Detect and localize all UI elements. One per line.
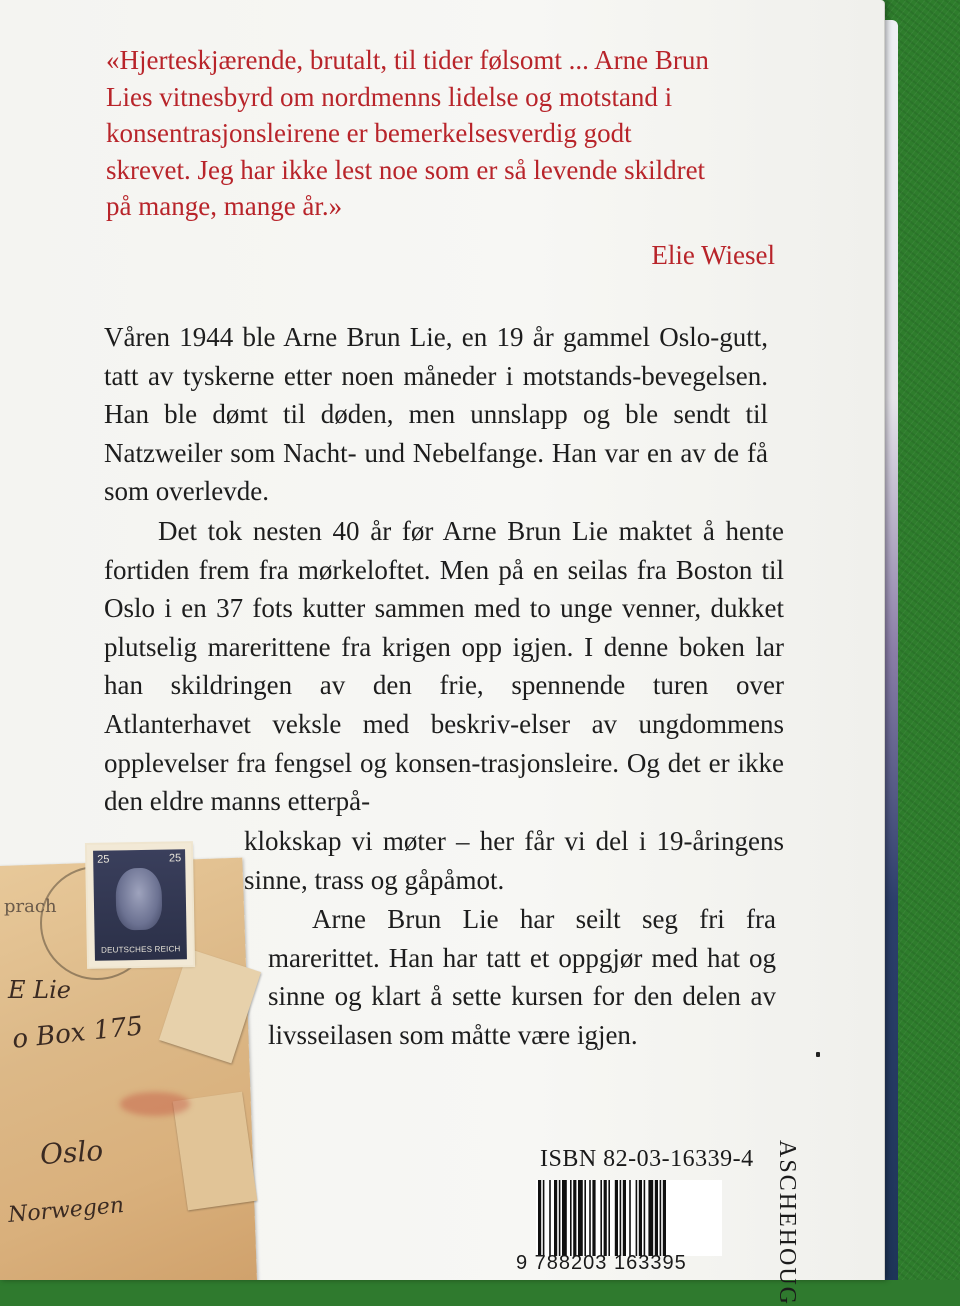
blurb-paragraph-2-continued <box>244 822 784 899</box>
red-stain <box>120 1092 190 1116</box>
quote-line: Lies vitnesbyrd om nordmenns lidelse og motstand i <box>106 81 673 112</box>
blurb-paragraph-2 <box>104 512 784 821</box>
publisher-name: ASCHEHOUG <box>774 1140 800 1306</box>
handwriting-name: E Lie <box>8 976 71 1004</box>
blurb-paragraph-1 <box>104 318 768 511</box>
portrait-icon <box>115 868 162 931</box>
quote-line: på mange, mange år.» <box>106 191 343 221</box>
postage-stamp <box>87 843 193 967</box>
handwriting-country: Norwegen <box>7 1192 126 1229</box>
handwriting-fragment: prach <box>4 896 57 917</box>
paragraph-text: Arne Brun Lie har seilt seg fri fra marerittet. Han har tatt et oppgjør med hat og sinne og klart å sette kursen for den delen av livsseilasen som måtte være igjen. <box>268 904 776 1050</box>
handwriting-city: Oslo <box>38 1133 105 1172</box>
handwriting-box: o Box 175 <box>10 1011 145 1055</box>
paragraph-text: Det tok nesten 40 år før Arne Brun Lie maktet å hente fortiden frem fra mørkeloftet. Men på en seilas fra Boston til Oslo i en 37 fots kutter sammen med to unge venner, dukket plutselig marerittene fra krigen opp igjen. I denne boken lar han skildringen av den frie, spennende turen over Atlanterhavet veksle med beskriv-elser av ungdommens opplevelser fra fengsel og konsen-trasjonsleire. Og det er ikke den eldre manns etterpå- <box>104 516 784 817</box>
quote-line: «Hjerteskjærende, brutalt, til tider følsomt ... Arne Brun <box>106 45 709 75</box>
quote-author: Elie Wiesel <box>651 240 775 270</box>
quote-line: skrevet. Jeg har ikke lest noe som er så levende skildret <box>106 154 706 185</box>
stamp-value: 25 <box>97 853 110 866</box>
envelope-image <box>0 838 268 1280</box>
barcode-digits: 9 788203 163395 <box>516 1252 687 1274</box>
paragraph-text: klokskap vi møter – her får vi del i 19-åringens sinne, trass og gåpåmot. <box>244 826 784 895</box>
paragraph-text: Våren 1944 ble Arne Brun Lie, en 19 år gammel Oslo-gutt, tatt av tyskerne etter noen måneder i motstands-bevegelsen. Han ble dømt til døden, men unnslapp og ble sendt til Natzweiler som Nacht- und Nebelfange. Han var en av de få som overlevde. <box>104 322 768 507</box>
isbn-number: ISBN 82-03-16339-4 <box>540 1146 754 1172</box>
barcode-icon <box>536 1180 722 1256</box>
review-quote <box>106 42 796 225</box>
quote-line: konsentrasjonsleirene er bemerkelsesverdig godt <box>106 118 632 148</box>
dust-speck <box>816 1052 820 1057</box>
stamp-value: 25 <box>168 852 182 865</box>
blurb-paragraph-3 <box>268 900 776 1054</box>
stamp-label: DEUTSCHES REICH <box>100 944 181 955</box>
